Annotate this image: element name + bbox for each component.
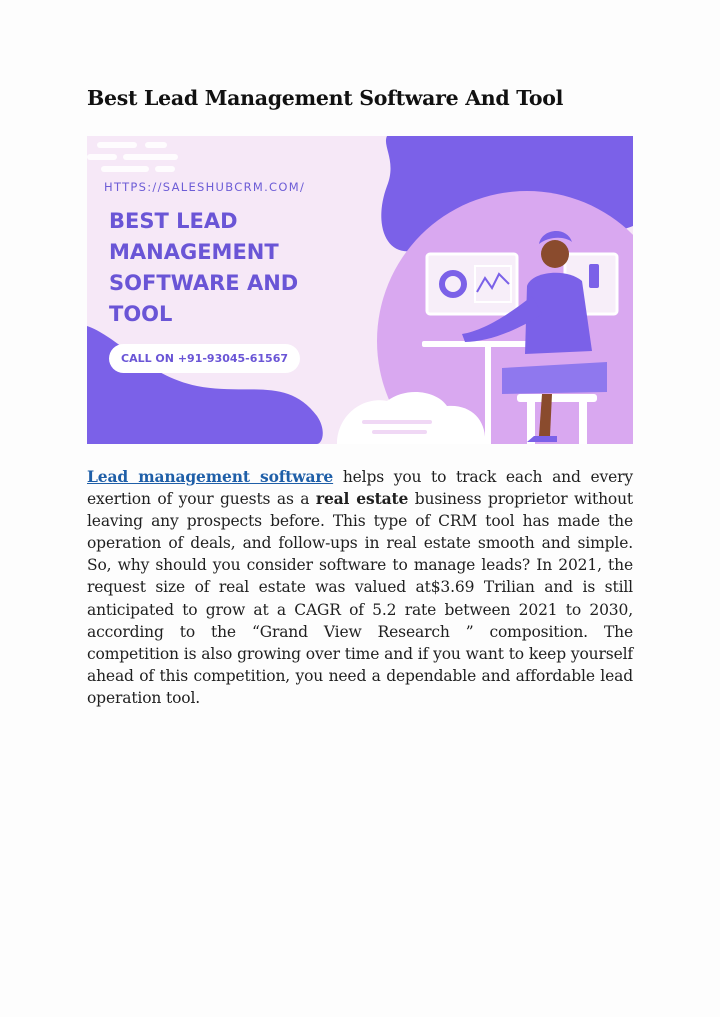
- lead-management-software-link[interactable]: Lead management software: [87, 467, 334, 486]
- phone-icon: [589, 264, 599, 288]
- headline-line: TOOL: [109, 302, 173, 326]
- intro-paragraph: [87, 466, 633, 709]
- hero-banner-image: [87, 136, 633, 444]
- page-title: Best Lead Management Software And Tool: [87, 86, 564, 110]
- call-button: CALL ON +91-93045-61567: [109, 344, 300, 373]
- stool: [517, 394, 597, 402]
- banner-headline: [109, 206, 349, 330]
- paragraph-text: helps you to track each and every exertion of your guests as a: [87, 468, 633, 509]
- decorative-dashes: [87, 142, 178, 172]
- real-estate-bold: real estate: [315, 489, 409, 509]
- headline-line: SOFTWARE AND: [109, 271, 299, 295]
- paragraph-text: business proprietor without leaving any prospects before. This type of CRM tool has made the operation of deals, and follow-ups in real estate smooth and simple. So, why should you consider software to manage leads? In 2021, the request size of real estate was valued at$3.69 Trilian and is still anticipated to grow at a CAGR of 5.2 rate between 2021 to 2030, according to the “Grand View Research ” composition. The competition is also growing over time and if you want to keep yourself ahead of this competition, you need a dependable and affordable lead operation tool.: [87, 490, 633, 707]
- headline-line: BEST LEAD: [109, 209, 238, 233]
- banner-url: HTTPS://SALESHUBCRM.COM/: [104, 180, 306, 194]
- headline-line: MANAGEMENT: [109, 240, 279, 264]
